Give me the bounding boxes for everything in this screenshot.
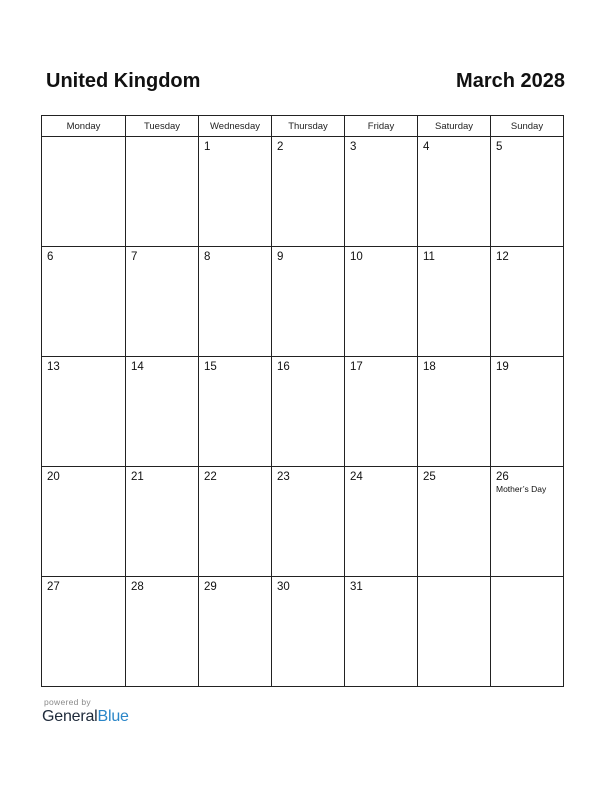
day-cell [272, 577, 345, 687]
day-number: 21 [131, 471, 144, 483]
day-cell [491, 137, 564, 247]
day-number: 31 [350, 581, 363, 593]
day-number: 5 [496, 141, 503, 153]
day-number: 25 [423, 471, 436, 483]
day-cell [42, 577, 126, 687]
calendar-region-title: United Kingdom [46, 70, 201, 92]
day-number: 28 [131, 581, 144, 593]
day-number: 1 [204, 141, 211, 153]
day-cell [418, 577, 491, 687]
day-number: 30 [277, 581, 290, 593]
day-cell [199, 137, 272, 247]
day-cell [126, 467, 199, 577]
day-cell [199, 467, 272, 577]
day-number: 7 [131, 251, 138, 263]
day-cell [126, 137, 199, 247]
holiday-label: Mother’s Day [496, 484, 547, 494]
week-row [42, 137, 564, 247]
calendar-month-title: March 2028 [456, 70, 565, 92]
day-number: 13 [47, 361, 60, 373]
day-number: 23 [277, 471, 290, 483]
day-cell [272, 467, 345, 577]
day-cell [491, 357, 564, 467]
day-number: 18 [423, 361, 436, 373]
weekday-header: Wednesday [199, 116, 272, 137]
weekday-header: Monday [42, 116, 126, 137]
weekday-header: Friday [345, 116, 418, 137]
day-cell [126, 577, 199, 687]
brand-general-text: General [42, 708, 98, 725]
day-number: 4 [423, 141, 430, 153]
day-number: 15 [204, 361, 217, 373]
calendar-grid [41, 115, 564, 687]
day-number: 22 [204, 471, 217, 483]
day-number: 10 [350, 251, 363, 263]
day-cell [199, 247, 272, 357]
day-cell [345, 357, 418, 467]
day-cell [126, 247, 199, 357]
day-number: 27 [47, 581, 60, 593]
day-number: 9 [277, 251, 284, 263]
weekday-header: Sunday [491, 116, 564, 137]
day-number: 8 [204, 251, 211, 263]
day-number: 26 [496, 471, 509, 483]
week-row [42, 467, 564, 577]
day-cell [42, 357, 126, 467]
day-cell [418, 467, 491, 577]
day-cell [126, 357, 199, 467]
day-cell [345, 137, 418, 247]
week-row [42, 357, 564, 467]
brand-blue-text: Blue [97, 708, 129, 725]
day-number: 29 [204, 581, 217, 593]
day-cell [42, 247, 126, 357]
generalblue-logo[interactable] [42, 708, 129, 726]
day-number: 24 [350, 471, 363, 483]
day-cell [272, 247, 345, 357]
day-cell [491, 467, 564, 577]
day-cell [491, 247, 564, 357]
weekday-header: Tuesday [126, 116, 199, 137]
day-cell [42, 137, 126, 247]
day-cell [345, 247, 418, 357]
day-number: 3 [350, 141, 357, 153]
day-cell [272, 357, 345, 467]
day-number: 14 [131, 361, 144, 373]
weekday-header: Thursday [272, 116, 345, 137]
day-number: 6 [47, 251, 54, 263]
day-number: 17 [350, 361, 363, 373]
day-number: 11 [423, 251, 435, 263]
day-cell [491, 577, 564, 687]
day-cell [199, 577, 272, 687]
week-row [42, 577, 564, 687]
day-number: 16 [277, 361, 290, 373]
day-cell [418, 357, 491, 467]
day-cell [418, 247, 491, 357]
day-number: 12 [496, 251, 509, 263]
day-cell [418, 137, 491, 247]
day-number: 2 [277, 141, 284, 153]
weekday-header: Saturday [418, 116, 491, 137]
day-cell [272, 137, 345, 247]
day-cell [345, 467, 418, 577]
week-row [42, 247, 564, 357]
day-number: 19 [496, 361, 509, 373]
day-cell [345, 577, 418, 687]
weekday-header-row [42, 116, 564, 137]
day-number: 20 [47, 471, 60, 483]
day-cell [42, 467, 126, 577]
day-cell [199, 357, 272, 467]
powered-by-text: powered by [44, 697, 91, 707]
